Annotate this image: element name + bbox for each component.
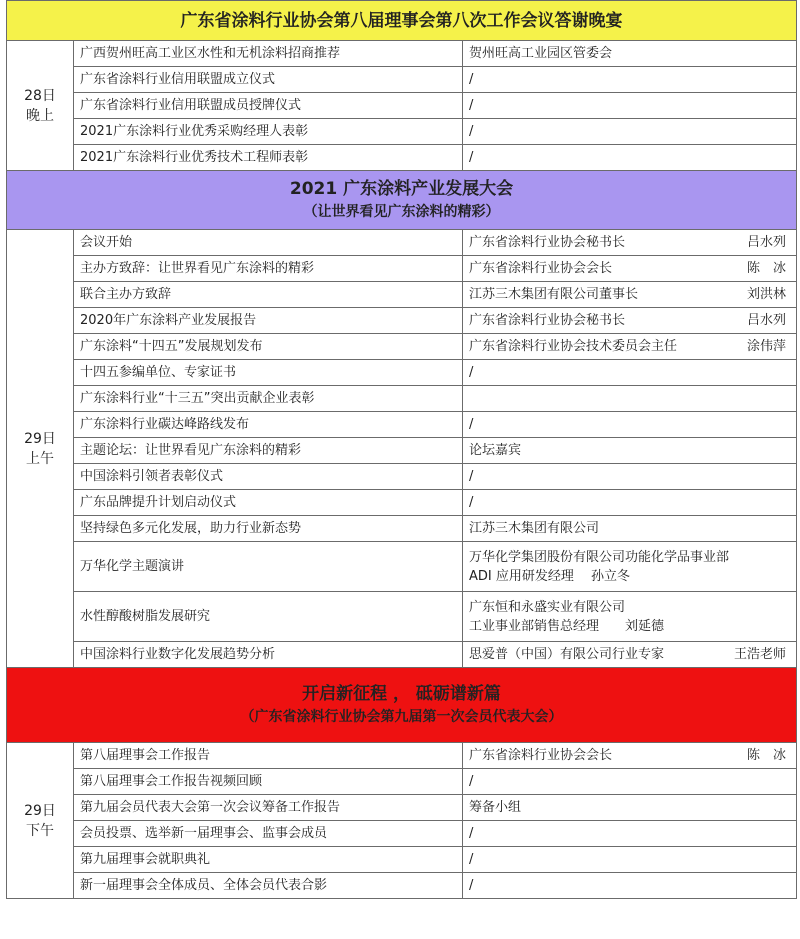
responsible: 筹备小组 [463, 795, 797, 821]
agenda-item: 会议开始 [74, 230, 463, 256]
time-cell [7, 230, 74, 668]
agenda-item: 广东省涂料行业信用联盟成员授牌仪式 [74, 93, 463, 119]
responsible: / [463, 360, 797, 386]
agenda-item: 坚持绿色多元化发展，助力行业新态势 [74, 516, 463, 542]
agenda-item: 第八届理事会工作报告视频回顾 [74, 769, 463, 795]
section-subtitle: （让世界看见广东涂料的精彩） [303, 204, 500, 220]
responsible: / [463, 821, 797, 847]
agenda-item: 广东品牌提升计划启动仪式 [74, 490, 463, 516]
time-cell [7, 743, 74, 899]
time-day: 29日 [24, 430, 56, 447]
section-title: 广东省涂料行业协会第八届理事会第八次工作会议答谢晚宴 [7, 1, 797, 41]
responsible: / [463, 873, 797, 899]
responsible: 广东省涂料行业协会会长 陈 冰 [463, 743, 797, 769]
agenda-item: 广东涂料行业碳达峰路线发布 [74, 412, 463, 438]
section-subtitle: （广东省涂料行业协会第九届第一次会员代表大会） [240, 709, 563, 725]
time-period: 下午 [26, 822, 54, 839]
responsible: 贺州旺高工业园区管委会 [463, 41, 797, 67]
responsible: / [463, 93, 797, 119]
section-title: 2021 广东涂料产业发展大会 [289, 179, 514, 199]
agenda-item: 主题论坛：让世界看见广东涂料的精彩 [74, 438, 463, 464]
responsible: 江苏三木集团有限公司董事长 刘洪林 [463, 282, 797, 308]
agenda-item: 十四五参编单位、专家证书 [74, 360, 463, 386]
time-day: 28日 [24, 87, 56, 104]
responsible: / [463, 145, 797, 171]
agenda-item: 万华化学主题演讲 [74, 542, 463, 592]
responsible: 广东省涂料行业协会会长 陈 冰 [463, 256, 797, 282]
agenda-item: 2020年广东涂料产业发展报告 [74, 308, 463, 334]
responsible: 思爱普（中国）有限公司行业专家 王浩老师 [463, 642, 797, 668]
section-title: 开启新征程 ， 砥砺谱新篇 [302, 684, 501, 704]
agenda-item: 广东涂料行业“十三五”突出贡献企业表彰 [74, 386, 463, 412]
agenda-item: 水性醇酸树脂发展研究 [74, 592, 463, 642]
responsible: 万华化学集团股份有限公司功能化学品事业部 ADI 应用研发经理 孙立冬 [463, 542, 797, 592]
responsible: 江苏三木集团有限公司 [463, 516, 797, 542]
time-day: 29日 [24, 802, 56, 819]
agenda-item: 广东省涂料行业信用联盟成立仪式 [74, 67, 463, 93]
time-period: 上午 [26, 450, 54, 467]
responsible [463, 386, 797, 412]
agenda-item: 中国涂料引领者表彰仪式 [74, 464, 463, 490]
agenda-item: 会员投票、选举新一届理事会、监事会成员 [74, 821, 463, 847]
agenda-item: 第九届会员代表大会第一次会议筹备工作报告 [74, 795, 463, 821]
section-banner-dinner [7, 1, 797, 41]
responsible: / [463, 769, 797, 795]
responsible: 广东省涂料行业协会技术委员会主任 涂伟萍 [463, 334, 797, 360]
agenda-item: 2021广东涂料行业优秀采购经理人表彰 [74, 119, 463, 145]
responsible: 广东恒和永盛实业有限公司 工业事业部销售总经理 刘延德 [463, 592, 797, 642]
time-cell [7, 41, 74, 171]
agenda-item: 新一届理事会全体成员、全体会员代表合影 [74, 873, 463, 899]
responsible: / [463, 490, 797, 516]
agenda-item: 中国涂料行业数字化发展趋势分析 [74, 642, 463, 668]
agenda-item: 广西贺州旺高工业区水性和无机涂料招商推荐 [74, 41, 463, 67]
time-period: 晚上 [26, 107, 54, 124]
section-banner-conference [7, 171, 797, 230]
responsible: 广东省涂料行业协会秘书长 吕水列 [463, 230, 797, 256]
agenda-item: 第八届理事会工作报告 [74, 743, 463, 769]
section-banner-assembly [7, 668, 797, 743]
agenda-document [6, 0, 796, 899]
responsible: / [463, 67, 797, 93]
agenda-item: 广东涂料“十四五”发展规划发布 [74, 334, 463, 360]
responsible: / [463, 412, 797, 438]
responsible: 广东省涂料行业协会秘书长 吕水列 [463, 308, 797, 334]
responsible: / [463, 847, 797, 873]
agenda-item: 第九届理事会就职典礼 [74, 847, 463, 873]
agenda-item: 联合主办方致辞 [74, 282, 463, 308]
agenda-item: 2021广东涂料行业优秀技术工程师表彰 [74, 145, 463, 171]
responsible: 论坛嘉宾 [463, 438, 797, 464]
agenda-item: 主办方致辞：让世界看见广东涂料的精彩 [74, 256, 463, 282]
responsible: / [463, 464, 797, 490]
responsible: / [463, 119, 797, 145]
agenda-table [6, 0, 797, 899]
